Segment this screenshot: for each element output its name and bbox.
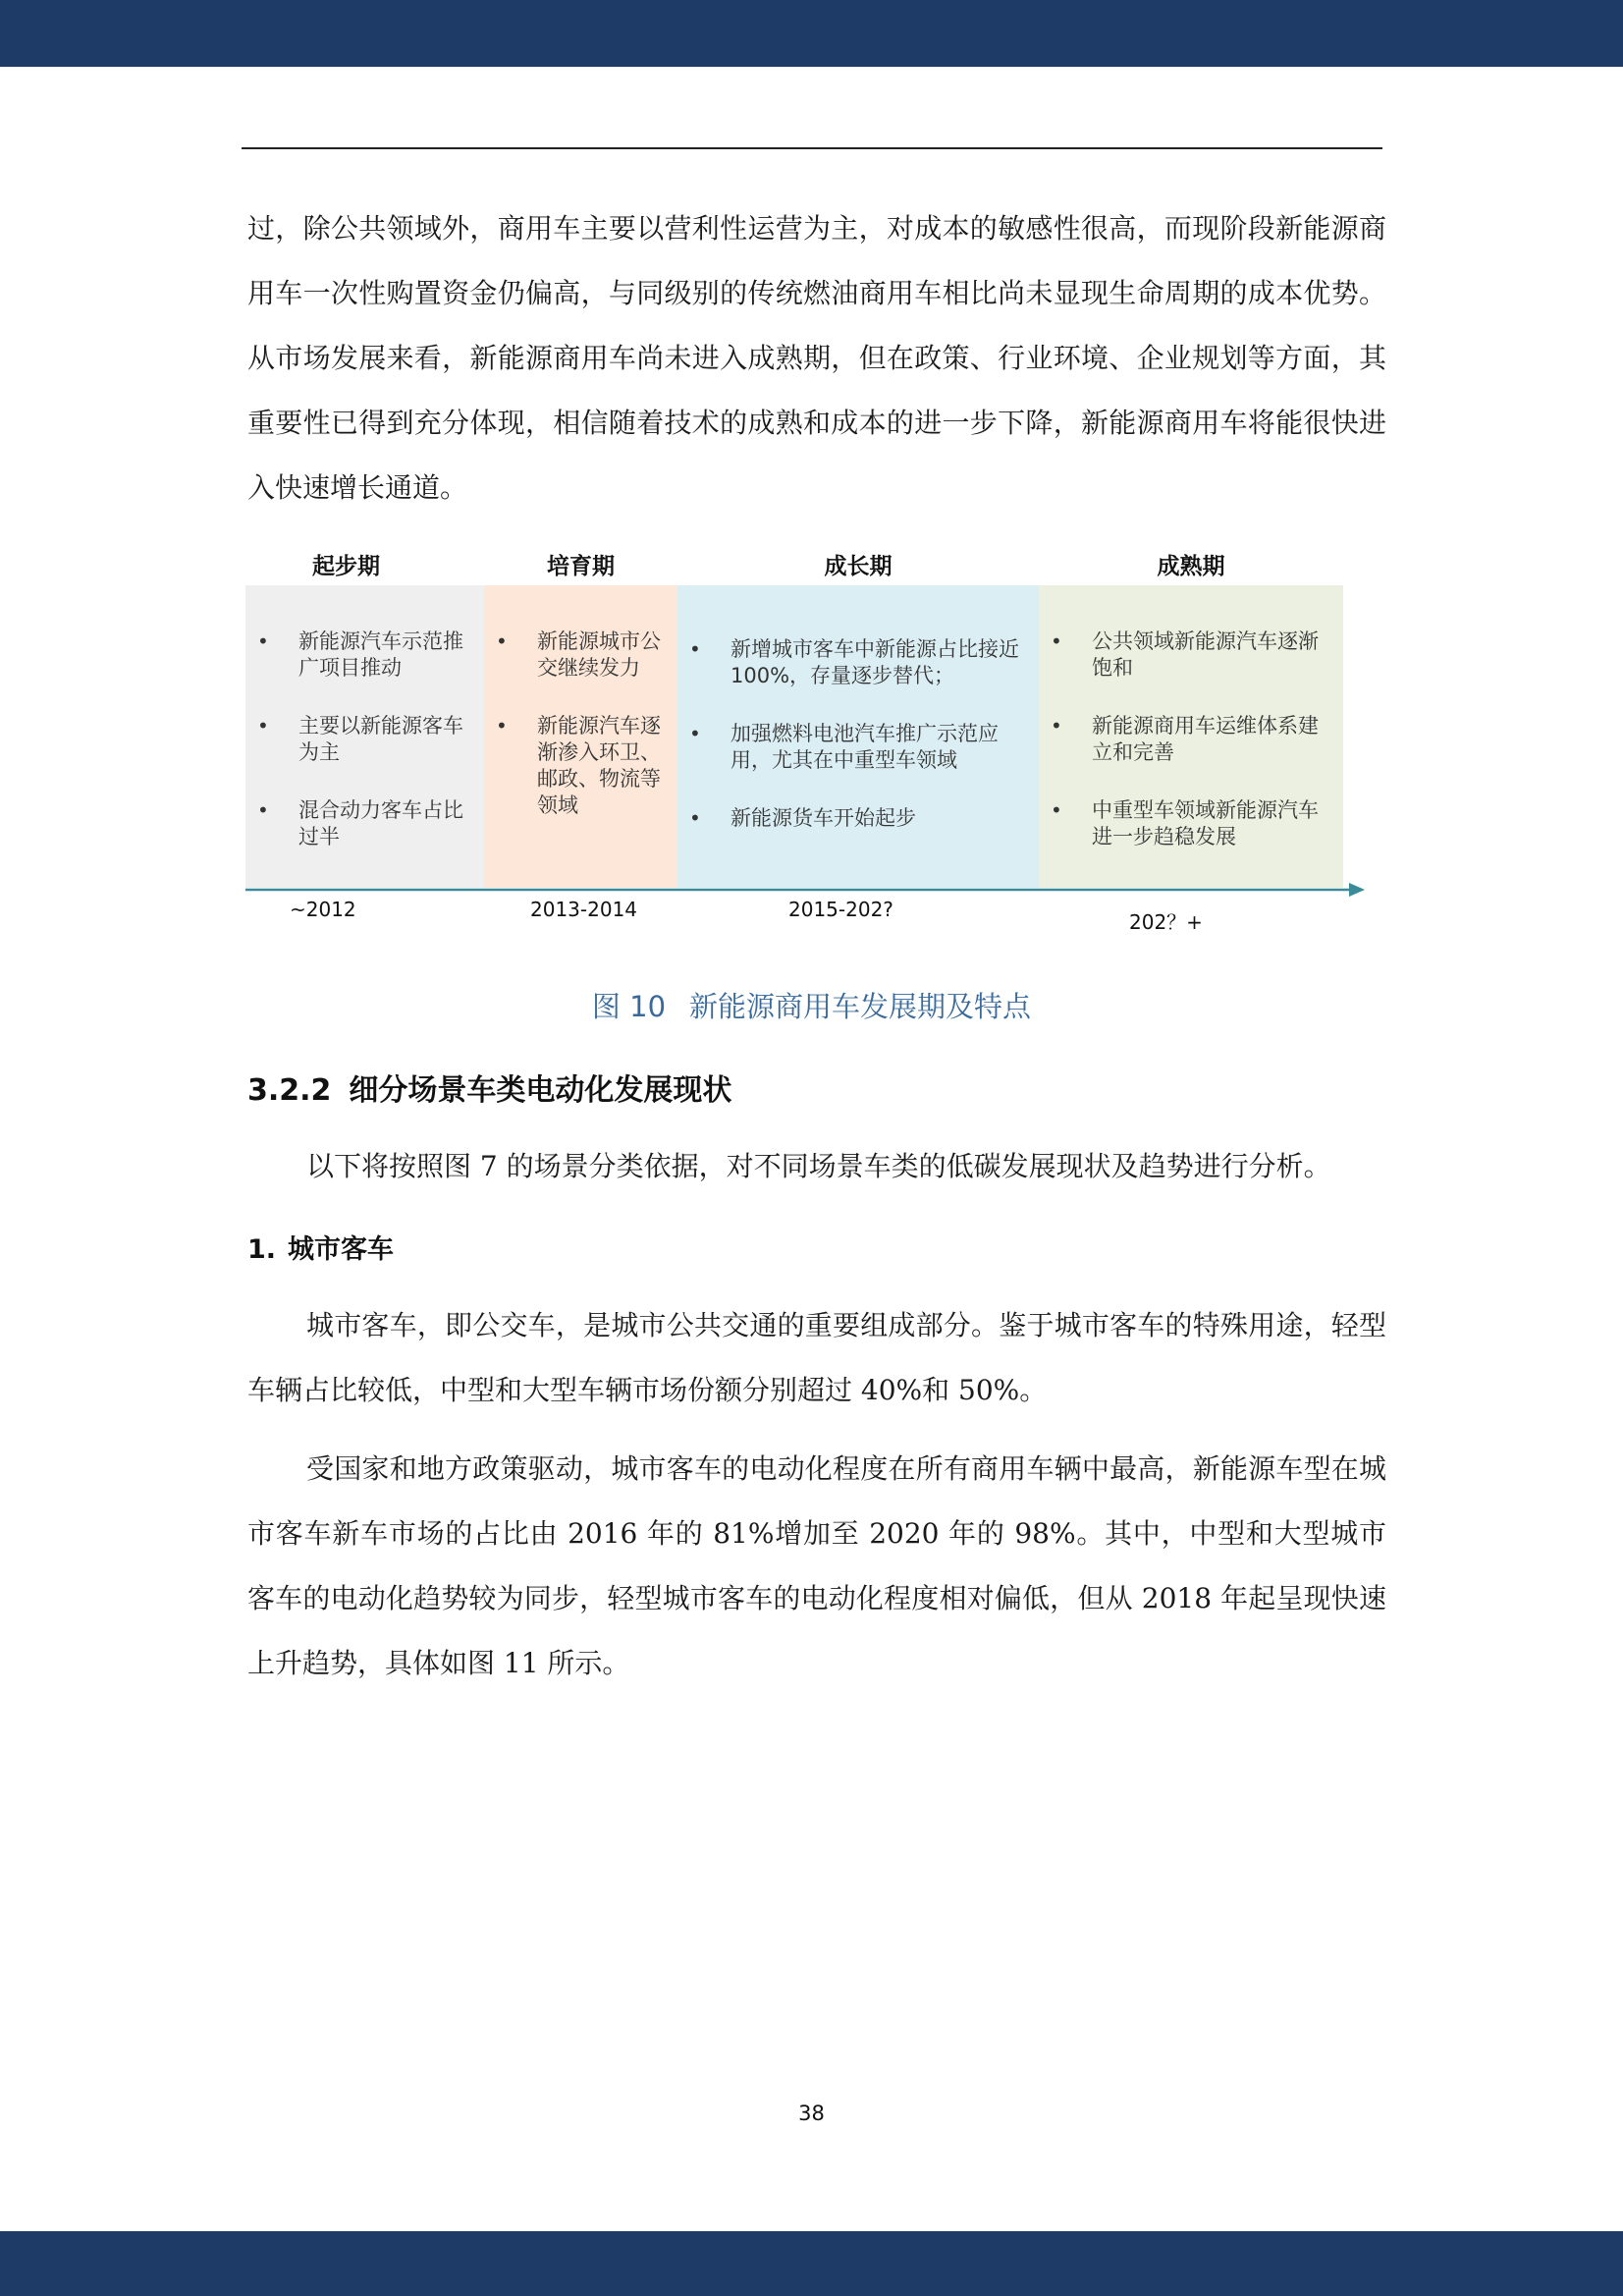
stage-period-chengzhang: 2015-202? <box>788 898 893 921</box>
paragraph-city-bus-2: 受国家和地方政策驱动，城市客车的电动化程度在所有商用车辆中最高，新能源车型在城市客车新车市场的占比由 2016 年的 81%增加至 2020 年的 98%。其中，中型和大型城市客车的电动化趋势较为同步，轻型城市客车的电动化程度相对偏低，但从 2018 年起呈现快速上升趋势，具体如图 11 所示。 <box>247 1452 1386 1679</box>
stage-title-peiyu: 培育期 <box>547 554 615 579</box>
timeline-arrow-head <box>1349 883 1365 897</box>
page-number: 38 <box>798 2102 825 2125</box>
section-number: 3.2.2 <box>247 1073 332 1108</box>
paragraph-intro: 过，除公共领域外，商用车主要以营利性运营为主，对成本的敏感性很高，而现阶段新能源商用车一次性购置资金仍偏高，与同级别的传统燃油商用车相比尚未显现生命周期的成本优势。从市场发展来看，新能源商用车尚未进入成熟期，但在政策、行业环境、企业规划等方面，其重要性已得到充分体现，相信随着技术的成熟和成本的进一步下降，新能源商用车将能很快进入快速增长通道。 <box>247 212 1386 504</box>
top-band <box>0 0 1623 67</box>
stage-list-chengshu <box>1049 629 1333 882</box>
figure-development-stages <box>245 540 1365 933</box>
stage-item: • 加强燃料电池汽车推广示范应用，尤其在中重型车领域 <box>687 721 1029 774</box>
stage-item: • 公共领域新能源汽车逐渐饱和 <box>1049 629 1333 682</box>
subsection-title: 城市客车 <box>288 1234 395 1265</box>
subsection-heading <box>247 1228 394 1266</box>
stage-item: • 中重型车领域新能源汽车进一步趋稳发展 <box>1049 797 1333 850</box>
bottom-band <box>0 2231 1623 2296</box>
subsection-number: 1. <box>247 1234 277 1265</box>
header-rule <box>242 147 1382 149</box>
figure-caption-text: 新能源商用车发展期及特点 <box>689 990 1032 1023</box>
section-title: 细分场景车类电动化发展现状 <box>349 1073 732 1108</box>
stage-title-chengshu: 成熟期 <box>1157 554 1225 579</box>
figure-caption <box>0 985 1623 1025</box>
stage-period-peiyu: 2013-2014 <box>530 898 638 921</box>
stage-item: • 新能源城市公交继续发力 <box>494 629 668 682</box>
stage-period-qibu: ~2012 <box>290 898 356 921</box>
stage-column-peiyu <box>484 585 677 888</box>
stage-list-peiyu <box>494 629 668 850</box>
stage-title-qibu: 起步期 <box>312 554 380 579</box>
paragraph-city-bus-1: 城市客车，即公交车，是城市公共交通的重要组成部分。鉴于城市客车的特殊用途，轻型车辆占比较低，中型和大型车辆市场份额分别超过 40%和 50%。 <box>247 1309 1386 1406</box>
stage-column-qibu <box>245 585 484 888</box>
stage-list-qibu <box>255 629 474 882</box>
stage-item: • 混合动力客车占比过半 <box>255 797 474 850</box>
stage-item: • 新能源商用车运维体系建立和完善 <box>1049 713 1333 766</box>
stage-item: • 新能源汽车示范推广项目推动 <box>255 629 474 682</box>
stage-item: • 新能源汽车逐渐渗入环卫、邮政、物流等领域 <box>494 713 668 819</box>
section-heading <box>247 1066 731 1109</box>
stage-item: • 主要以新能源客车为主 <box>255 713 474 766</box>
figure-caption-number: 图 10 <box>591 990 667 1023</box>
stage-list-chengzhang <box>687 636 1029 863</box>
stage-title-chengzhang: 成长期 <box>824 554 893 579</box>
stage-item: • 新增城市客车中新能源占比接近100%，存量逐步替代； <box>687 636 1029 689</box>
paragraph-scene-intro: 以下将按照图 7 的场景分类依据，对不同场景车类的低碳发展现状及趋势进行分析。 <box>306 1150 1331 1182</box>
stage-column-chengzhang <box>677 585 1039 888</box>
stage-item: • 新能源货车开始起步 <box>687 805 1029 832</box>
stage-column-chengshu <box>1039 585 1343 888</box>
stage-period-chengshu: 202？+ <box>1129 910 1203 934</box>
